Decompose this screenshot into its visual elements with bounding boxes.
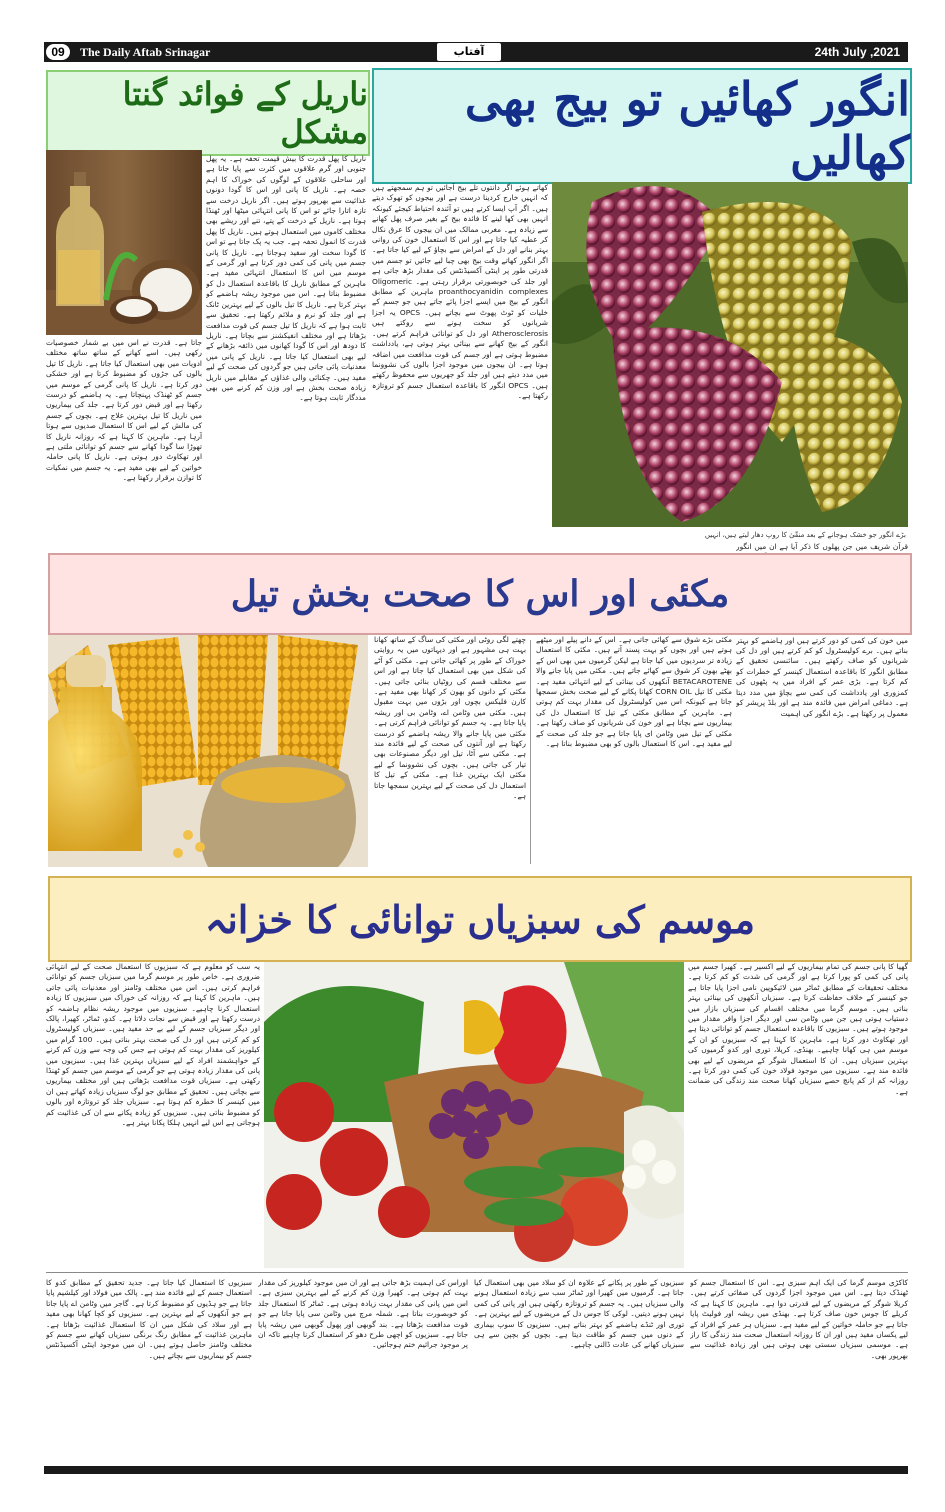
grapes-term: Oligomeric <box>372 276 413 286</box>
vegetables-text-column-b2: اوراس کی اہمیت بڑھ جاتی ہے اور ان میں موجود کیلوریز کی مقدار بہت کم ہوتی ہے۔ کھیرا وزن کم کرنے کے لیے بہترین سبزی ہے۔ اس میں پانی کی مقدار بہت زیادہ ہوتی ہے۔ ٹماٹر کا استعمال جلد کو خوبصورت بناتا ہے۔ شملہ مرچ میں وٹامن سی پایا جاتا ہے جو قوت مدافعت بڑھاتا ہے۔ بند گوبھی اور پھول گوبھی میں ریشہ پایا جاتا ہے۔ سبزیوں کو اچھی طرح دھو کر استعمال کرنا چاہیے تاکہ ان پر موجود جراثیم ختم ہوجائیں۔ <box>258 1278 468 1350</box>
footer-bar <box>44 1466 908 1474</box>
corn-text-column-2: مکئی بڑے شوق سے کھائی جاتی ہے۔ اس کے دانے پیلے اور میٹھے ہوتے ہیں اور بچوں کو بہت پسند آتے ہیں۔ مکئی کا استعمال زیادہ تر سردیوں میں کیا جاتا ہے لیکن گرمیوں میں بھی اس کے بھٹے بھون کر شوق سے کھائے جاتے ہیں۔ مکئی میں پایا جانے والا BETACAROTENE آنکھوں کی بینائی کے لیے انتہائی مفید ہے۔ مکئی کا تیل CORN OIL کھانا پکانے کے لیے صحت بخش سمجھا جاتا ہے کیونکہ اس میں کولیسٹرول کی مقدار بہت کم ہوتی ہے۔ ماہرین کے مطابق مکئی کے تیل کا استعمال دل کی بیماریوں سے بچاتا ہے اور خون کی شریانوں کو صاف رکھتا ہے۔ مکئی کے تیل میں وٹامن ای پایا جاتا ہے جو جلد کی صحت کے لیے مفید ہے۔ اس کا استعمال بالوں کو بھی مضبوط بناتا ہے۔ <box>536 635 732 749</box>
corn-headline: مکئی اور اس کا صحت بخش تیل <box>48 553 912 635</box>
vegetables-basket-photo <box>264 962 684 1268</box>
section-rule <box>46 1272 908 1273</box>
grapes-caption: بڑے انگور جو خشک ہوجانے کے بعد منقّیٰ کا روپ دھار لیتے ہیں، انہیں <box>704 531 906 539</box>
grapes-text-column: کھاتے ہوئے اگر دانتوں تلے بیج آجائیں تو ہم سمجھتے ہیں کہ انہیں خارج کردینا درست ہے اور بیجوں کو تھوک دیتے ہیں۔ اگر آپ ایسا کرتے ہیں تو آئندہ احتیاط کیجئے کیونکہ انہیں بھی کھا لینے کا فائدہ بیج کے بغیر صرف پھل کھانے سے زیادہ ہے۔ مغربی ممالک میں ان بیجوں کا عرق نکال کر عطیہ کیا جاتا ہے اور اس کا استعمال خون کی روانی بہتر بنانے اور دل کے امراض سے بچاؤ کے لیے کیا جاتا ہے۔ اگر انگور کھاتے وقت بیج بھی چبا لیے جائیں تو جسم میں قدرتی طور پر اینٹی آکسیڈنٹس کی مقدار بڑھ جاتی ہے اور جلد کی خوبصورتی برقرار رہتی ہے۔ Oligomeric proanthocyanidin complexes ماہرین کے مطابق انگور کے بیج میں ایسے اجزا پائے جاتے ہیں جو جسم کے خلیات کو ٹوٹ پھوٹ سے بچاتے ہیں۔ OPCS یہ اجزا شریانوں کو سخت ہونے سے روکتے ہیں Atherosclerosis اور دل کو توانائی فراہم کرتے ہیں۔ انگور کے بیج کھانے سے بینائی بہتر ہوتی ہے، یادداشت مضبوط ہوتی ہے اور جسم کی قوت مدافعت میں اضافہ ہوتا ہے۔ ان بیجوں میں موجود اجزا بالوں کی نشوونما میں مدد دیتے ہیں اور جلد کو جھریوں سے محفوظ رکھتے ہیں۔ OPCS انگور کا باقاعدہ استعمال جسم کو تروتازہ رکھتا ہے۔ <box>372 183 548 401</box>
corn-term: BETACAROTENE <box>672 676 732 686</box>
issue-date: 24th July ,2021 <box>814 45 900 59</box>
vegetables-text-column-left: یہ سب کو معلوم ہے کہ سبزیوں کا استعمال صحت کے لیے انتہائی ضروری ہے۔ خاص طور پر موسم گرما میں سبزیاں جسم کو توانائی فراہم کرتی ہیں۔ اس میں مختلف وٹامنز اور معدنیات پائی جاتی ہیں۔ ماہرین کا کہنا ہے کہ روزانہ کی خوراک میں سبزیوں کا زیادہ استعمال کرنا چاہیے۔ سبزیوں میں موجود ریشہ نظام ہاضمہ کو درست رکھتا ہے اور قبض سے نجات دلاتا ہے۔ کدو، ٹماٹر، کھیرا، پالک اور دیگر سبزیاں جسم کے لیے بے حد مفید ہیں۔ سبزیاں کولیسٹرول کو کم کرتی ہیں اور دل کی صحت بہتر بناتی ہیں۔ 100 گرام میں کیلوریز کی مقدار بہت کم ہوتی ہے جس کی وجہ سے وزن کم کرنے کے خواہشمند افراد کے لیے سبزیاں بہترین غذا ہیں۔ سبزیوں میں پانی کی مقدار زیادہ ہوتی ہے جو گرمی کے موسم میں جسم کو ٹھنڈا رکھتی ہے۔ سبزیاں قوت مدافعت بڑھاتی ہیں اور مختلف بیماریوں سے بچاتی ہیں۔ تحقیق کے مطابق جو لوگ سبزیاں زیادہ کھاتے ہیں ان میں کینسر کا خطرہ کم ہوتا ہے۔ سبزیاں جلد کو تروتازہ اور بالوں کو مضبوط بناتی ہیں۔ سبزیوں کو زیادہ پکانے سے ان کی غذائیت کم ہوجاتی ہے اس لیے انہیں ہلکا پکانا بہتر ہے۔ <box>46 962 260 1128</box>
paper-name: The Daily Aftab Srinagar <box>80 45 211 59</box>
grapes-term: OPCS <box>508 380 529 390</box>
grapes-text-column-2: قرآن شریف میں جن پھلوں کا ذکر آیا ہے ان میں انگور میں خون کی کمی کو دور کرتے ہیں اور ہاضمے کو بہتر بناتے ہیں۔ برے کولیسٹرول کو کم کرتے ہیں اور دل کی شریانوں کو صاف رکھتے ہیں۔ سائنسی تحقیق کے مطابق انگور کا باقاعدہ استعمال کینسر کے خطرات کو کم کرتا ہے۔ بڑی عمر کے افراد میں یہ پٹھوں کی کمزوری اور یادداشت کی کمی سے بچاؤ میں مدد دیتا ہے۔ دماغی امراض میں فائدہ مند ہے اور بلڈ پریشر کو معمول پر رکھتا ہے۔ بڑے انگور کی اہمیت <box>736 542 908 718</box>
grapes-term: complexes <box>508 287 548 297</box>
vegetables-headline: موسم کی سبزیاں توانائی کا خزانہ <box>48 876 912 962</box>
coconut-oil-photo <box>46 150 202 335</box>
masthead-logo: آفتاب <box>437 43 501 61</box>
corn-text-column-1: چھتے لگی روٹی اور مکئی کی ساگ کے ساتھ کھانا بہت ہی مشہور ہے اور دیہاتوں میں یہ روایتی خوراک کے طور پر کھائی جاتی ہے۔ مکئی کو آٹے کی شکل میں بھی استعمال کیا جاتا ہے اور اس سے مختلف قسم کی روٹیاں بنائی جاتی ہیں۔ مکئی کے دانوں کو بھون کر کھانا بھی مفید ہے۔ کارن فلیکس بچوں اور بڑوں میں بہت مقبول ہیں۔ مکئی میں وٹامن اے، وٹامن بی اور ریشہ پایا جاتا ہے۔ یہ جسم کو توانائی فراہم کرتی ہے۔ مکئی میں پایا جانے والا ریشہ ہاضمے کو درست رکھتا ہے اور آنتوں کی صحت کے لیے فائدہ مند ہے۔ مکئی سے آٹا، تیل اور دیگر مصنوعات بھی تیار کی جاتی ہیں۔ بچوں کی نشوونما کے لیے مکئی ایک بہترین غذا ہے۔ مکئی کے تیل کا استعمال دل کی صحت کے لیے بہترین سمجھا جاتا ہے۔ <box>374 635 526 801</box>
vegetables-text-column-right: گھیا کا پانی جسم کی تمام بیماریوں کے لیے اکسیر ہے۔ کھیرا جسم میں پانی کی کمی کو پورا کرتا ہے اور گرمی کی شدت کو کم کرتا ہے۔ مختلف تحقیقات کے مطابق ٹماٹر میں لائیکوپین نامی اجزا پایا جاتا ہے جو کینسر کے خلاف حفاظت کرتا ہے۔ سبزیاں آنکھوں کی بینائی بہتر بناتی ہیں۔ موسم گرما میں مختلف اقسام کی سبزیاں بازار میں دستیاب ہوتی ہیں جن میں وٹامن سی اور دیگر اجزا وافر مقدار میں موجود ہوتے ہیں۔ سبزیوں کا باقاعدہ استعمال جسم کو توانائی دیتا ہے اور تھکاوٹ دور کرتا ہے۔ ماہرین کا کہنا ہے کہ سبزیوں کو ان کے موسم میں ہی کھانا چاہیے۔ بھنڈی، کریلا، توری اور کدو گرمیوں کی بہترین سبزیاں ہیں۔ ان کا استعمال شوگر کے مریضوں کے لیے بھی فائدہ مند ہے۔ سبزیوں میں موجود فولاد خون کی کمی دور کرتا ہے۔ روزانہ کم از کم پانچ حصے سبزیاں کھانا صحت مند زندگی کی ضمانت ہے۔ <box>688 962 908 1096</box>
coconut-headline: ناریل کے فوائد گنتا مشکل <box>46 70 370 156</box>
coconut-text-column-1: ناریل کا پھل قدرت کا بیش قیمت تحفہ ہے۔ یہ پھل جنوبی اور گرم علاقوں میں کثرت سے پایا جاتا ہے اور ساحلی علاقوں کے لوگوں کی خوراک کا اہم حصہ ہے۔ ناریل کا پانی اور اس کا گودا دونوں غذائیت سے بھرپور ہوتے ہیں۔ اگر ناریل درخت سے تازہ اتارا جائے تو اس کا پانی انتہائی میٹھا اور ٹھنڈا ہوتا ہے۔ ناریل کے درخت کے پتے، تنے اور ریشے بھی مختلف کاموں میں استعمال ہوتے ہیں۔ ناریل کا پھل قدرت کا انمول تحفہ ہے۔ جب یہ پک جاتا ہے تو اس کا گودا سخت اور سفید ہوجاتا ہے۔ ناریل کا پانی جسم میں پانی کی کمی دور کرتا ہے اور گرمی کے موسم میں اس کا استعمال انتہائی مفید ہے۔ ماہرین کے مطابق ناریل کا باقاعدہ استعمال دل کو مضبوط بناتا ہے۔ اس میں موجود ریشہ ہاضمے کو بہتر کرتا ہے۔ ناریل کا تیل بالوں کے لیے بہترین ٹانک ہے اور جلد کو نرم و ملائم رکھتا ہے۔ تحقیق سے ثابت ہوا ہے کہ ناریل کا تیل جسم کی قوت مدافعت بڑھاتا ہے اور مختلف انفیکشنز سے بچاتا ہے۔ ناریل کا دودھ اور اس کا گودا کھانوں میں ذائقہ بڑھانے کے لیے بھی استعمال کیا جاتا ہے۔ ناریل کے پانی میں معدنیات پائی جاتی ہیں جو گردوں کی صحت کے لیے مفید ہیں۔ چکنائی والی غذاؤں کے مقابلے میں ناریل زیادہ صحت بخش ہے اور وزن کم کرنے میں بھی مددگار ثابت ہوتا ہے۔ <box>206 154 366 403</box>
vegetables-text-column-b3: سبزیوں کے طور پر پکانے کے علاوہ ان کو سلاد میں بھی استعمال کیا جاتا ہے۔ گرمیوں میں کھیرا اور ٹماٹر سب سے زیادہ استعمال ہونے والی سبزیاں ہیں۔ یہ جسم کو تروتازہ رکھتی ہیں اور پانی کی کمی نہیں ہونے دیتیں۔ لوکی کا جوس دل کے مریضوں کے لیے بہترین ہے۔ توری اور ٹنڈے ہاضمے کو بہتر بناتے ہیں۔ سبزیوں کا سوپ بیماری کے دنوں میں جسم کو طاقت دیتا ہے۔ بچوں کو بچپن سے ہی سبزیاں کھانے کی عادت ڈالنی چاہیے۔ <box>474 1278 684 1350</box>
vegetables-text-column-b4: کاکڑی موسم گرما کی ایک اہم سبزی ہے۔ اس کا استعمال جسم کو ٹھنڈک دیتا ہے۔ اس میں موجود اجزا گردوں کی صفائی کرتے ہیں۔ کریلا شوگر کے مریضوں کے لیے قدرتی دوا ہے۔ ماہرین کا کہنا ہے کہ کریلے کا جوس خون صاف کرتا ہے۔ بھنڈی میں ریشہ اور فولیٹ پایا جاتا ہے جو حاملہ خواتین کے لیے مفید ہے۔ سبزیاں ہر عمر کے افراد کے لیے یکساں مفید ہیں اور ان کا روزانہ استعمال صحت مند زندگی کا راز ہے۔ موسمی سبزیاں سستی بھی ہوتی ہیں اور زیادہ غذائیت سے بھرپور بھی۔ <box>690 1278 908 1360</box>
vegetables-text-column-b1: سبزیوں کا استعمال کیا جاتا ہے۔ جدید تحقیق کے مطابق کدو کا استعمال جسم کے لیے فائدہ مند ہے۔ پالک میں فولاد اور کیلشیم پایا جاتا ہے جو ہڈیوں کو مضبوط کرتا ہے۔ گاجر میں وٹامن اے پایا جاتا ہے جو آنکھوں کے لیے بہترین ہے۔ سبزیوں کو کچا کھانا بھی مفید ہے اور سلاد کی شکل میں ان کا استعمال غذائیت بڑھاتا ہے۔ ماہرین غذائیت کے مطابق رنگ برنگی سبزیاں کھانے سے جسم کو مختلف وٹامنز حاصل ہوتے ہیں۔ ان میں موجود اینٹی آکسیڈنٹس جسم کو بیماریوں سے بچاتے ہیں۔ <box>46 1278 252 1360</box>
grapes-term: proanthocyanidin <box>438 287 504 297</box>
page-number: 09 <box>46 44 70 60</box>
grapes-term: Atherosclerosis <box>491 328 548 338</box>
grapes-term: OPCS <box>399 307 421 317</box>
coconut-text-column-2: جاتا ہے۔ قدرت نے اس میں بے شمار خصوصیات رکھی ہیں۔ اسے کھانے کے ساتھ ساتھ مختلف ادویات میں بھی استعمال کیا جاتا ہے۔ ناریل کا تیل بالوں کی جڑوں کو مضبوط کرتا ہے اور خشکی دور کرتا ہے۔ ناریل کا پانی گرمی کے موسم میں جسم کو ٹھنڈک پہنچاتا ہے۔ یہ ہاضمے کو درست رکھتا ہے اور قبض دور کرتا ہے۔ جلد کی بیماریوں میں ناریل کا تیل بہترین علاج ہے۔ بچوں کے جسم کی مالش کے لیے اس کا استعمال صدیوں سے ہوتا آرہا ہے۔ ماہرین کا کہنا ہے کہ روزانہ ناریل کا تھوڑا سا گودا کھانے سے جسم کو توانائی ملتی ہے اور تھکاوٹ دور ہوتی ہے۔ ناریل کا پانی حاملہ خواتین کے لیے بھی مفید ہے۔ یہ جسم میں نمکیات کا توازن برقرار رکھتا ہے۔ <box>46 338 202 483</box>
grapes-photo <box>552 182 908 527</box>
corn-oil-photo <box>48 635 368 867</box>
column-rule <box>530 640 531 864</box>
grapes-headline: انگور کھائیں تو بیج بھی کھالیں <box>372 68 912 184</box>
corn-term: CORN OIL <box>655 687 692 697</box>
